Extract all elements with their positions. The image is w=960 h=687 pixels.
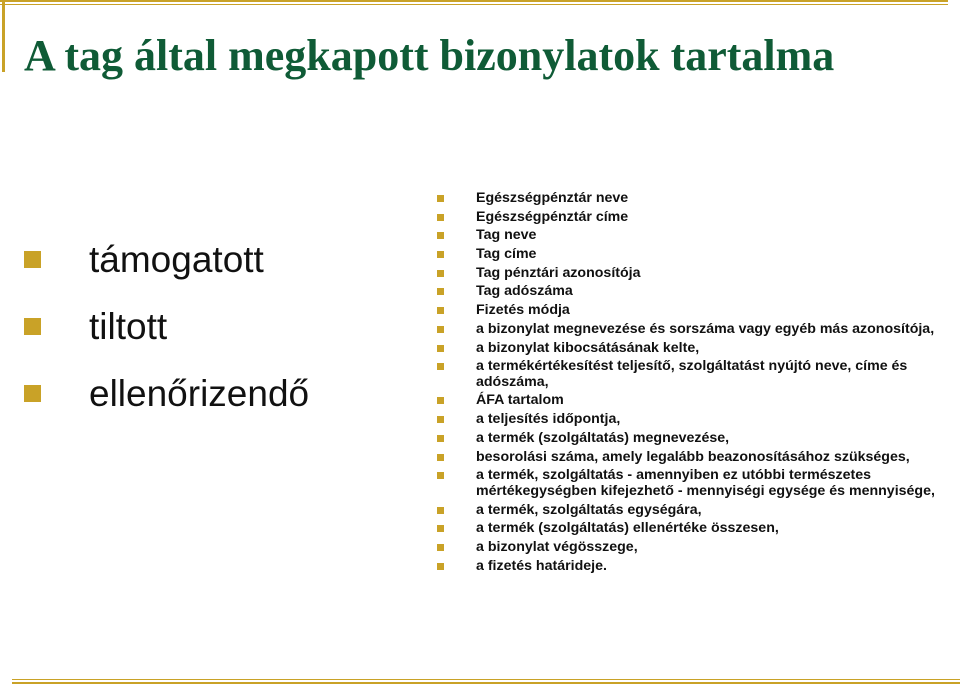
legend-label: ellenőrizendő [89, 372, 310, 414]
list-item-text: a termék (szolgáltatás) megnevezése, [476, 429, 730, 446]
list-item-text: a termék (szolgáltatás) ellenértéke összesen, [476, 520, 779, 537]
list-item [437, 247, 947, 263]
square-bullet-icon [437, 544, 444, 551]
list-item [437, 266, 947, 282]
list-item [437, 359, 947, 390]
legend [24, 226, 309, 427]
square-bullet-icon [437, 251, 444, 258]
list-item-text: a fizetés határideje. [476, 557, 607, 574]
list-item-text: ÁFA tartalom [476, 392, 564, 409]
list-item-text: a bizonylat végösszege, [476, 538, 638, 555]
list-item [437, 393, 947, 409]
legend-item-supported [24, 226, 309, 293]
list-item [437, 503, 947, 519]
list-item [437, 191, 947, 207]
square-bullet-icon [437, 472, 444, 479]
legend-label: támogatott [89, 238, 264, 280]
content-list [437, 191, 947, 577]
list-item-text: Egészségpénztár neve [476, 190, 629, 206]
list-item [437, 559, 947, 575]
list-item [437, 540, 947, 556]
list-item [437, 303, 947, 319]
list-item-text: a teljesítés időpontja, [476, 411, 621, 428]
square-bullet-icon [437, 397, 444, 404]
square-bullet-icon [437, 454, 444, 461]
square-bullet-icon [437, 345, 444, 352]
list-item [437, 450, 947, 466]
list-item-text: Fizetés módja [476, 302, 570, 319]
square-bullet-icon [437, 563, 444, 570]
list-item [437, 210, 947, 226]
legend-item-to-check [24, 360, 309, 427]
list-item-text: a bizonylat kibocsátásának kelte, [476, 339, 700, 356]
legend-item-forbidden [24, 293, 309, 360]
square-bullet-icon [24, 251, 41, 268]
list-item-text: a termék, szolgáltatás egységára, [476, 501, 702, 518]
list-item-text: Tag adószáma [476, 283, 573, 300]
square-bullet-icon [437, 525, 444, 532]
list-item-text: Tag neve [476, 227, 537, 244]
square-bullet-icon [24, 385, 41, 402]
list-item-text: a termékértékesítést teljesítő, szolgáltatást nyújtó neve, címe és adószáma, [476, 358, 908, 390]
square-bullet-icon [24, 318, 41, 335]
list-item-text: a bizonylat megnevezése és sorszáma vagy egyéb más azonosítója, [476, 320, 935, 337]
square-bullet-icon [437, 232, 444, 239]
bottom-accent-line [12, 679, 960, 685]
left-accent-line [2, 0, 5, 72]
list-item-text: Tag pénztári azonosítója [476, 264, 641, 281]
list-item-text: Tag címe [476, 246, 537, 263]
top-accent-line [0, 0, 948, 6]
square-bullet-icon [437, 288, 444, 295]
square-bullet-icon [437, 326, 444, 333]
list-item [437, 284, 947, 300]
list-item [437, 412, 947, 428]
square-bullet-icon [437, 270, 444, 277]
list-item-text: Egészségpénztár címe [476, 208, 629, 225]
square-bullet-icon [437, 307, 444, 314]
square-bullet-icon [437, 416, 444, 423]
list-item [437, 341, 947, 357]
list-item [437, 322, 947, 338]
slide-title: A tag által megkapott bizonylatok tartalma [24, 31, 835, 80]
list-item [437, 521, 947, 537]
list-item [437, 468, 947, 499]
square-bullet-icon [437, 363, 444, 370]
list-item [437, 431, 947, 447]
square-bullet-icon [437, 214, 444, 221]
list-item-text: besorolási száma, amely legalább beazonosításához szükséges, [476, 448, 910, 465]
legend-label: tiltott [89, 305, 168, 347]
list-item-text: a termék, szolgáltatás - amennyiben ez utóbbi természetes mértékegységben kifejezhető - mennyiségi egysége és mennyisége, [476, 467, 935, 499]
square-bullet-icon [437, 507, 444, 514]
square-bullet-icon [437, 195, 444, 202]
square-bullet-icon [437, 435, 444, 442]
list-item [437, 228, 947, 244]
